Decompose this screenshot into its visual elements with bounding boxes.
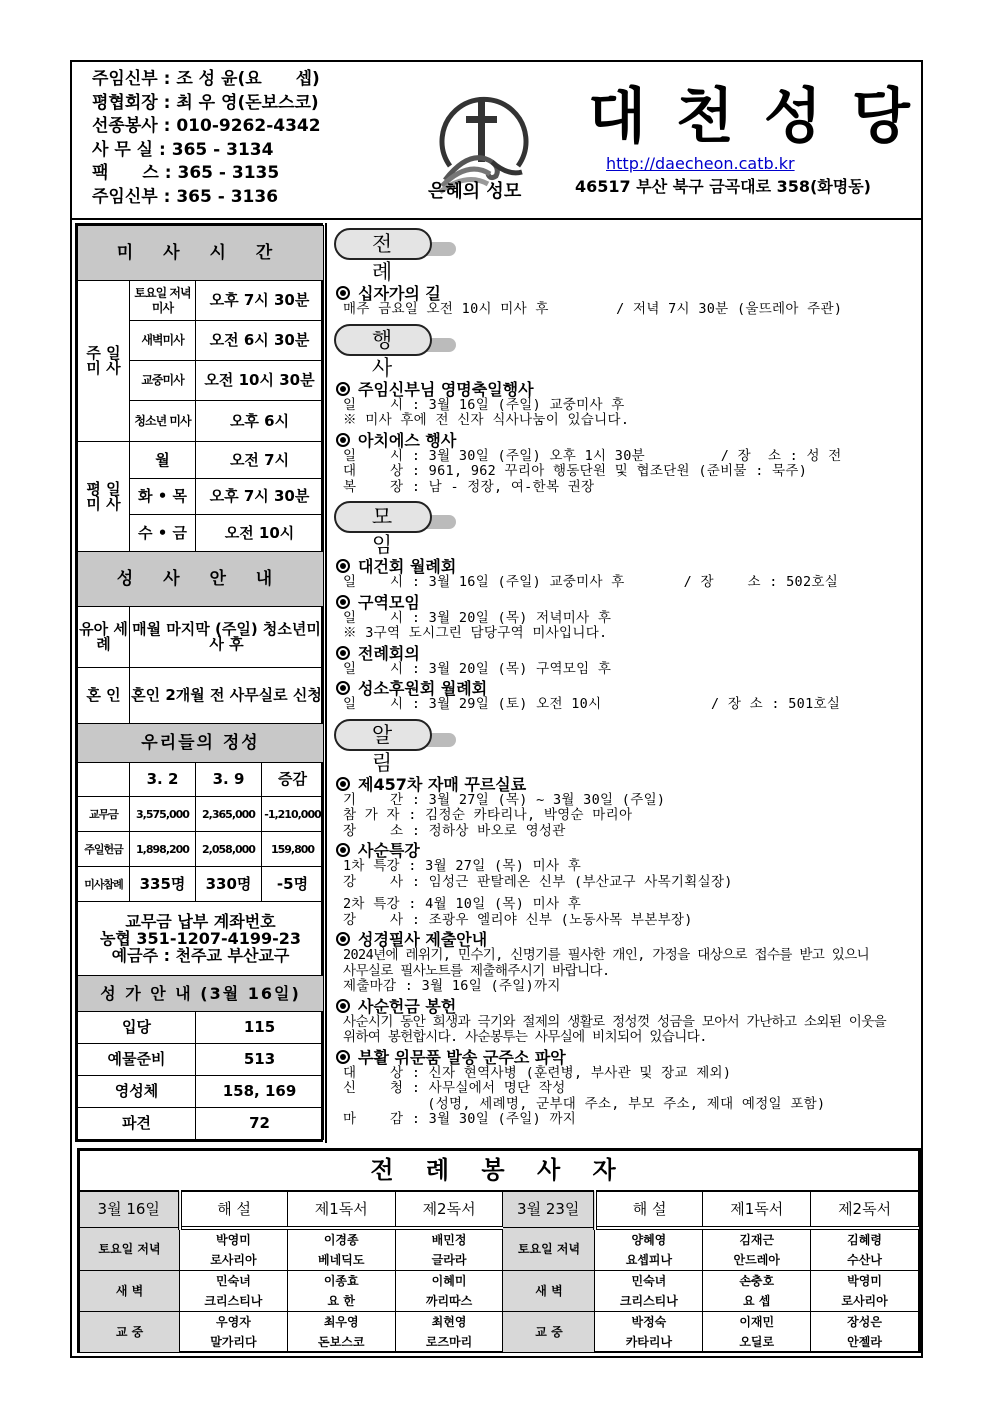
sacrament-info: 혼인 2개월 전 사무실로 신청 bbox=[130, 668, 324, 724]
server-korean-name: 김재근 bbox=[739, 1232, 775, 1247]
contact-label: 팩 스 bbox=[92, 163, 159, 183]
offering-value: 2,058,000 bbox=[196, 832, 262, 867]
role-header: 제2독서 bbox=[395, 1191, 503, 1228]
sacrament-info: 매월 마지막 (주일) 청소년미사 후 bbox=[130, 607, 324, 668]
hymn-label: 입당 bbox=[78, 1012, 196, 1044]
role-header: 제1독서 bbox=[287, 1191, 395, 1228]
server-korean-name: 박정숙 bbox=[631, 1314, 667, 1329]
server-korean-name: 배민정 bbox=[431, 1232, 467, 1247]
mass-day: 월 bbox=[130, 442, 196, 479]
server-baptismal-name: 안젤라 bbox=[847, 1334, 882, 1349]
hymn-number: 115 bbox=[196, 1012, 324, 1044]
contact-row: 주임신부 : 조 성 윤(요 셉) bbox=[92, 69, 320, 89]
announcement-item bbox=[334, 998, 920, 1046]
bullet-icon bbox=[336, 1050, 350, 1064]
server-baptismal-name: 로사리아 bbox=[841, 1293, 888, 1308]
server-korean-name: 장성은 bbox=[847, 1314, 882, 1329]
item-detail: 1차 특강 : 3월 27일 (목) 미사 후 bbox=[343, 858, 582, 874]
mass-time: 오전 10시 bbox=[196, 515, 324, 552]
item-title bbox=[334, 558, 920, 575]
announcement-item bbox=[334, 432, 920, 496]
server-name bbox=[811, 1311, 919, 1352]
server-korean-name: 우영자 bbox=[216, 1314, 251, 1329]
server-name bbox=[287, 1311, 395, 1352]
section-header: 행 사 bbox=[334, 324, 432, 356]
item-detail: 사순시기 동안 희생과 극기와 절제의 생활로 정성껏 성금을 모아서 가난하고 소외된 이웃을 위하여 봉헌합시다. 사순봉투는 사무실에 비치되어 있습니다. bbox=[343, 1013, 887, 1045]
mass-name: 토요일 저녁미사 bbox=[130, 281, 196, 321]
liturgy-servers-table bbox=[77, 1148, 921, 1353]
week-date: 3월 23일 bbox=[503, 1191, 595, 1228]
item-title-text: 주임신부님 영명축일행사 bbox=[358, 379, 534, 399]
hymn-label: 예물준비 bbox=[78, 1044, 196, 1076]
announcement-item bbox=[334, 776, 920, 840]
mass-time: 오후 7시 30분 bbox=[196, 281, 324, 321]
left-column bbox=[75, 223, 323, 1142]
item-detail: 일 시 : 3월 20일 (목) 구역모임 후 bbox=[343, 660, 612, 677]
item-title-text: 전례회의 bbox=[358, 643, 420, 663]
bullet-icon bbox=[336, 681, 350, 695]
announcement-item bbox=[334, 680, 920, 713]
bullet-icon bbox=[336, 646, 350, 660]
offering-value: 2,365,000 bbox=[196, 797, 262, 832]
server-korean-name: 민숙녀 bbox=[216, 1273, 251, 1288]
contact-label: 주임신부 bbox=[92, 186, 158, 207]
mass-day: 화 • 목 bbox=[130, 479, 196, 515]
role-header: 해 설 bbox=[595, 1191, 703, 1228]
item-title bbox=[334, 842, 920, 859]
server-baptismal-name: 요 셉 bbox=[743, 1293, 771, 1308]
hymn-label: 영성체 bbox=[78, 1076, 196, 1108]
sacrament-header: 성 사 안 내 bbox=[78, 552, 324, 607]
item-title-text: 십자가의 길 bbox=[358, 284, 441, 303]
bullet-icon bbox=[336, 559, 350, 573]
contact-row: 주임신부 : 365 - 3136 bbox=[92, 186, 279, 207]
bullet-icon bbox=[336, 595, 350, 609]
announcements bbox=[334, 228, 920, 1128]
server-korean-name: 손충호 bbox=[739, 1273, 775, 1288]
bullet-icon bbox=[336, 777, 350, 791]
server-name bbox=[395, 1228, 503, 1271]
offering-value: 335명 bbox=[130, 867, 196, 902]
item-title bbox=[334, 285, 920, 302]
mass-label: 새 벽 bbox=[80, 1270, 180, 1311]
server-korean-name: 김혜령 bbox=[847, 1232, 882, 1247]
column-divider bbox=[325, 223, 327, 1143]
contact-label: 선종봉사 bbox=[92, 116, 158, 136]
contact-value: 365 - 3134 bbox=[171, 139, 274, 160]
item-detail: 마 감 : 3월 30일 (주일) 까지 bbox=[343, 1111, 577, 1127]
sunday-mass-label: 주 일 미 사 bbox=[78, 281, 130, 442]
bullet-icon bbox=[336, 999, 350, 1013]
server-name bbox=[595, 1228, 703, 1271]
contact-value: 365 - 3136 bbox=[176, 186, 279, 207]
announcement-item bbox=[334, 842, 920, 928]
server-name bbox=[595, 1270, 703, 1311]
server-baptismal-name: 수산나 bbox=[847, 1252, 882, 1267]
item-detail: (성명, 세례명, 군부대 주소, 부모 주소, 제대 예정일 포함) bbox=[343, 1095, 826, 1112]
server-name bbox=[811, 1228, 919, 1271]
church-name: 대천성당 bbox=[588, 82, 940, 152]
item-title bbox=[334, 680, 920, 697]
item-title-text: 사순특강 bbox=[358, 841, 420, 860]
server-baptismal-name: 오딜로 bbox=[739, 1334, 775, 1349]
server-baptismal-name: 크리스티나 bbox=[619, 1293, 678, 1308]
item-detail: 2차 특강 : 4월 10일 (목) 미사 후 bbox=[343, 896, 582, 912]
address: 46517 부산 북구 금곡대로 358(화명동) bbox=[575, 177, 871, 196]
announcement-item bbox=[334, 558, 920, 591]
item-detail: 2024년에 레위기, 민수기, 신명기를 필사한 개인, 가정을 대상으로 접수를 받고 있으니 사무실로 필사노트를 제출해주시기 바랍니다. bbox=[343, 947, 870, 979]
server-baptismal-name: 까리따스 bbox=[425, 1293, 473, 1308]
item-title-text: 대건회 월례회 bbox=[358, 557, 457, 576]
mass-time: 오전 10시 30분 bbox=[196, 361, 324, 401]
contact-value: 최 우 영(돈보스코) bbox=[176, 92, 319, 113]
server-baptismal-name: 말가리다 bbox=[210, 1334, 257, 1349]
contact-row: 선종봉사 : 010-9262-4342 bbox=[92, 116, 321, 136]
mass-label: 교 중 bbox=[503, 1311, 595, 1352]
server-korean-name: 최우영 bbox=[323, 1314, 359, 1329]
item-title bbox=[334, 776, 920, 793]
mass-label: 교 중 bbox=[80, 1311, 180, 1352]
mass-label: 토요일 저녁 bbox=[503, 1228, 595, 1271]
server-baptismal-name: 크리스티나 bbox=[204, 1293, 263, 1308]
item-detail: 일 시 : 3월 20일 (목) 저녁미사 후 bbox=[343, 609, 612, 626]
announcement-item bbox=[334, 594, 920, 642]
account-line: 농협 351-1207-4199-23 bbox=[99, 929, 302, 948]
bullet-icon bbox=[336, 382, 350, 396]
item-title-text: 제457차 자매 꾸르실료 bbox=[358, 774, 527, 794]
hymn-header: 성 가 안 내 (3월 16일) bbox=[78, 976, 324, 1012]
offering-label: 주일헌금 bbox=[78, 832, 130, 867]
item-detail: 일 시 : 3월 16일 (주일) 교중미사 후 / 장 소 : 502호실 bbox=[343, 574, 839, 590]
item-title-text: 사순헌금 봉헌 bbox=[358, 996, 457, 1016]
offering-col-header: 증감 bbox=[262, 763, 324, 797]
server-name bbox=[703, 1270, 811, 1311]
contact-value: 조 성 윤(요 셉) bbox=[176, 69, 320, 89]
announcement-item bbox=[334, 931, 920, 995]
offering-value: -5명 bbox=[262, 867, 324, 902]
server-baptismal-name: 카타리나 bbox=[625, 1334, 673, 1349]
bullet-icon bbox=[336, 843, 350, 857]
mass-time: 오후 6시 bbox=[196, 401, 324, 442]
announcement-item bbox=[334, 645, 920, 678]
offering-value: -1,210,000 bbox=[262, 797, 324, 832]
offering-col-header: 3. 9 bbox=[196, 763, 262, 797]
item-detail: 매주 금요일 오전 10시 미사 후 / 저녁 7시 30분 (울뜨레아 주관) bbox=[343, 301, 843, 317]
item-title bbox=[334, 594, 920, 611]
item-detail: 기 간 : 3월 27일 (목) ~ 3월 30일 (주일) bbox=[343, 791, 666, 808]
item-detail: ※ 3구역 도시그린 담당구역 미사입니다. bbox=[343, 625, 608, 641]
item-title-text: 구역모임 bbox=[358, 592, 420, 612]
role-header: 제2독서 bbox=[811, 1191, 919, 1228]
hymn-number: 72 bbox=[196, 1108, 324, 1140]
mass-time: 오전 6시 30분 bbox=[196, 321, 324, 361]
contact-value: 010-9262-4342 bbox=[176, 116, 321, 136]
item-title-text: 부활 위문품 발송 군주소 파악 bbox=[358, 1047, 566, 1067]
server-korean-name: 이경종 bbox=[323, 1232, 359, 1247]
mass-label: 토요일 저녁 bbox=[80, 1228, 180, 1271]
server-korean-name: 최현영 bbox=[431, 1314, 467, 1329]
item-title bbox=[334, 931, 920, 948]
item-detail: 장 소 : 정하상 바오로 영성관 bbox=[343, 822, 566, 839]
announcement-item bbox=[334, 285, 920, 318]
account-info bbox=[78, 902, 324, 976]
server-korean-name: 이종효 bbox=[323, 1273, 359, 1288]
server-name bbox=[703, 1311, 811, 1352]
section-header: 전 례 bbox=[334, 228, 432, 260]
server-korean-name: 민숙녀 bbox=[631, 1273, 667, 1288]
server-name bbox=[703, 1228, 811, 1271]
server-baptismal-name: 안드레아 bbox=[733, 1252, 780, 1267]
section-header: 모 임 bbox=[334, 501, 432, 533]
role-header: 해 설 bbox=[180, 1191, 288, 1228]
item-detail: 제출마감 : 3월 16일 (주일)까지 bbox=[343, 978, 561, 994]
item-detail: 일 시 : 3월 16일 (주일) 교중미사 후 bbox=[343, 396, 625, 413]
week-date: 3월 16일 bbox=[80, 1191, 180, 1228]
offering-label: 미사참례 bbox=[78, 867, 130, 902]
server-name bbox=[595, 1311, 703, 1352]
hymn-number: 158, 169 bbox=[196, 1076, 324, 1108]
mass-time: 오전 7시 bbox=[196, 442, 324, 479]
bullet-icon bbox=[336, 433, 350, 447]
item-title-text: 성소후원회 월례회 bbox=[358, 679, 488, 698]
mass-label: 새 벽 bbox=[503, 1270, 595, 1311]
item-title-text: 성경필사 제출안내 bbox=[358, 930, 488, 949]
bullet-icon bbox=[336, 932, 350, 946]
hymn-label: 파견 bbox=[78, 1108, 196, 1140]
server-baptismal-name: 베네딕도 bbox=[318, 1252, 365, 1267]
item-detail: 일 시 : 3월 30일 (주일) 오후 1시 30분 / 장 소 : 성 전 bbox=[343, 447, 842, 464]
server-baptismal-name: 돈보스코 bbox=[318, 1334, 365, 1349]
contact-row: 팩 스 : 365 - 3135 bbox=[92, 163, 280, 183]
contact-row: 사 무 실 : 365 - 3134 bbox=[92, 139, 274, 160]
contact-label: 평협회장 bbox=[92, 92, 158, 113]
section-header: 알 림 bbox=[334, 719, 432, 751]
server-name bbox=[287, 1270, 395, 1311]
item-detail: 대 상 : 961, 962 꾸리아 행동단원 및 협조단원 (준비물 : 묵주) bbox=[343, 463, 808, 479]
mass-name: 청소년 미사 bbox=[130, 401, 196, 442]
server-korean-name: 이재민 bbox=[739, 1314, 775, 1329]
item-title-text: 아치에스 행사 bbox=[358, 430, 457, 450]
offering-value: 159,800 bbox=[262, 832, 324, 867]
item-title bbox=[334, 381, 920, 398]
server-baptismal-name: 요 한 bbox=[327, 1293, 355, 1308]
server-korean-name: 박영미 bbox=[216, 1232, 251, 1247]
item-title bbox=[334, 645, 920, 662]
server-korean-name: 이혜미 bbox=[431, 1273, 467, 1288]
item-title bbox=[334, 1049, 920, 1066]
mass-day: 수 • 금 bbox=[130, 515, 196, 552]
server-name bbox=[287, 1228, 395, 1271]
contact-info bbox=[92, 68, 321, 209]
servers-title: 전 례 봉 사 자 bbox=[80, 1151, 919, 1191]
mass-times-header: 미 사 시 간 bbox=[78, 226, 324, 281]
offering-label: 교무금 bbox=[78, 797, 130, 832]
offering-header: 우리들의 정성 bbox=[78, 724, 324, 763]
contact-label: 사 무 실 bbox=[92, 139, 154, 160]
item-title bbox=[334, 998, 920, 1015]
logo-caption: 은혜의 성모 bbox=[428, 181, 522, 202]
item-detail: 강 사 : 임성근 판탈레온 신부 (부산교구 사목기획실장) bbox=[343, 873, 733, 890]
server-name bbox=[180, 1228, 288, 1271]
server-baptismal-name: 글라라 bbox=[431, 1252, 467, 1267]
offering-col-header: 3. 2 bbox=[130, 763, 196, 797]
server-name bbox=[395, 1270, 503, 1311]
server-korean-name: 양혜영 bbox=[631, 1232, 667, 1247]
account-line: 예금주 : 천주교 부산교구 bbox=[111, 946, 290, 965]
sacrament-label: 유아 세례 bbox=[78, 607, 130, 668]
item-detail: 참 가 자 : 김정순 카타리나, 박영순 마리아 bbox=[343, 807, 633, 823]
account-line: 교무금 납부 계좌번호 bbox=[125, 912, 276, 931]
offering-value: 330명 bbox=[196, 867, 262, 902]
contact-label: 주임신부 bbox=[92, 69, 158, 89]
server-name bbox=[395, 1311, 503, 1352]
item-detail: ※ 미사 후에 전 신자 식사나눔이 있습니다. bbox=[343, 412, 630, 428]
item-detail: 일 시 : 3월 29일 (토) 오전 10시 / 장 소 : 501호실 bbox=[343, 696, 841, 712]
item-detail: 신 청 : 사무실에서 명단 작성 bbox=[343, 1080, 566, 1096]
item-detail: 강 사 : 조광우 엘리야 신부 (노동사목 부본부장) bbox=[343, 911, 693, 928]
contact-value: 365 - 3135 bbox=[177, 163, 280, 183]
offering-value: 3,575,000 bbox=[130, 797, 196, 832]
announcement-item bbox=[334, 381, 920, 429]
mass-name: 새벽미사 bbox=[130, 321, 196, 361]
item-detail: 대 상 : 신자 현역사병 (훈련병, 부사관 및 장교 제외) bbox=[343, 1064, 732, 1081]
mass-time: 오후 7시 30분 bbox=[196, 479, 324, 515]
announcement-item bbox=[334, 1049, 920, 1128]
server-baptismal-name: 로즈마리 bbox=[425, 1334, 473, 1349]
item-detail: 복 장 : 남 - 정장, 여-한복 권장 bbox=[343, 478, 595, 495]
server-baptismal-name: 요셉피나 bbox=[625, 1252, 673, 1267]
server-korean-name: 박영미 bbox=[847, 1273, 882, 1288]
header-divider bbox=[70, 218, 923, 220]
mass-name: 교중미사 bbox=[130, 361, 196, 401]
weekday-mass-label: 평 일 미 사 bbox=[78, 442, 130, 552]
server-name bbox=[180, 1311, 288, 1352]
server-name bbox=[811, 1270, 919, 1311]
item-title bbox=[334, 432, 920, 449]
bullet-icon bbox=[336, 286, 350, 300]
server-name bbox=[180, 1270, 288, 1311]
website-link[interactable]: http://daecheon.catb.kr bbox=[606, 154, 795, 173]
server-baptismal-name: 로사리아 bbox=[210, 1252, 257, 1267]
hymn-number: 513 bbox=[196, 1044, 324, 1076]
offering-value: 1,898,200 bbox=[130, 832, 196, 867]
role-header: 제1독서 bbox=[703, 1191, 811, 1228]
contact-row: 평협회장 : 최 우 영(돈보스코) bbox=[92, 92, 319, 113]
sacrament-label: 혼 인 bbox=[78, 668, 130, 724]
